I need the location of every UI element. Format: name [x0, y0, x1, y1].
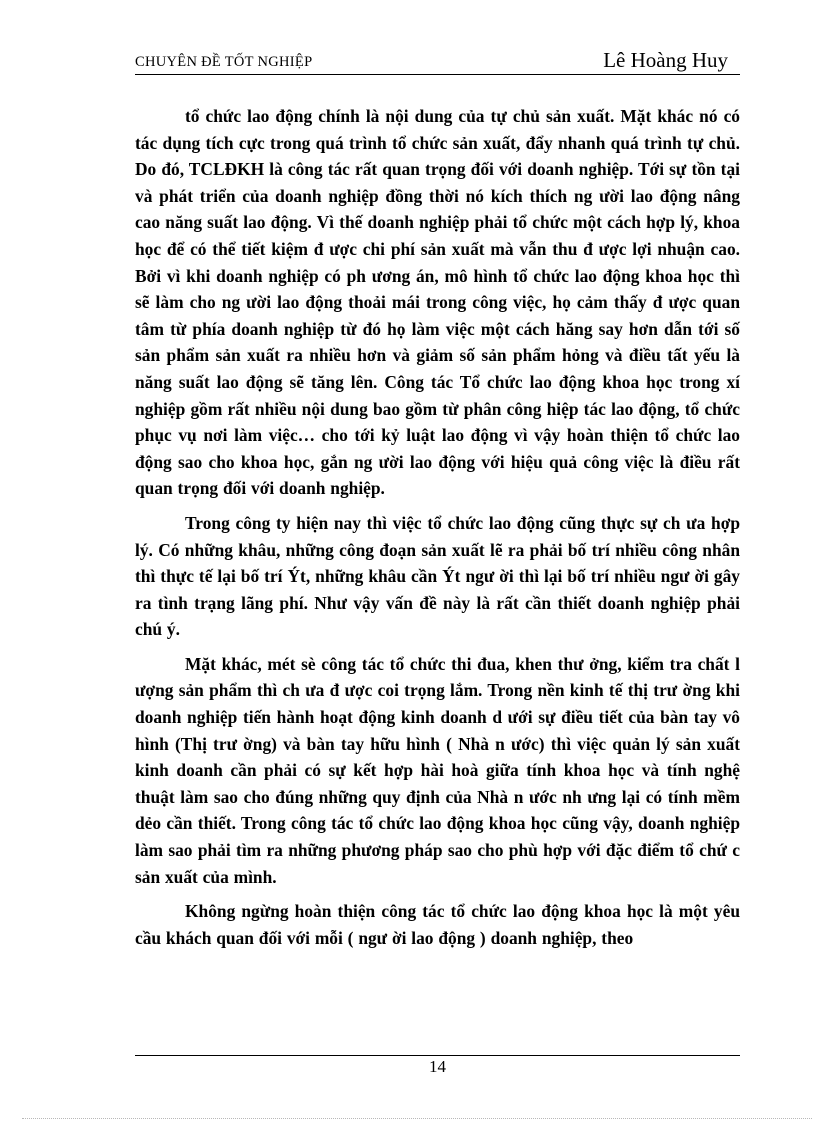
body-text [135, 103, 740, 959]
author-name: Lê Hoàng Huy [603, 48, 728, 72]
paragraph: Trong công ty hiện nay thì việc tổ chức lao động cũng thực sự ch ưa hợp lý. Có những khâu, những công đoạn sản xuất lẽ ra phải bố trí nhiều công nhân thì thực tế lại bố trí Ýt, những khâu cần Ýt ngư ời thì lại bố trí nhiều ngư ời gây ra tình trạng lãng phí. Như vậy vấn đề này là rất cần thiết doanh nghiệp phải chú ý. [135, 512, 740, 640]
footer-divider [135, 1055, 740, 1056]
page-header [135, 48, 740, 75]
paragraph: tổ chức lao động chính là nội dung của tự chủ sản xuất. Mặt khác nó có tác dụng tích cực trong quá trình tổ chức sản xuất, đẩy nhanh quá trình tự chủ. Do đó, TCLĐKH là công tác rất quan trọng đối với doanh nghiệp. Tới sự tồn tại và phát triển của doanh nghiệp đồng thời nó kích thích ng ười lao động nâng cao năng suất lao động. Vì thế doanh nghiệp phải tổ chức một cách hợp lý, khoa học để có thể tiết kiệm đ ược chi phí sản xuất mà vẫn thu đ ược lợi nhuận cao. Bởi vì khi doanh nghiệp có ph ương án, mô hình tổ chức lao động khoa học thì sẽ làm cho ng ười lao động thoải mái trong công việc, họ cảm thấy đ ược quan tâm từ phía doanh nghiệp từ đó họ làm việc một cách hăng say hơn dẫn tới số sản phẩm sản xuất ra nhiều hơn và giảm số sản phẩm hỏng và điều tất yếu là năng suất lao động sẽ tăng lên. Công tác Tổ chức lao động khoa học trong xí nghiệp gồm rất nhiều nội dung bao gồm từ phân công hiệp tác lao động, tổ chức phục vụ nơi làm việc… cho tới kỷ luật lao động vì vậy hoàn thiện tổ chức lao động sao cho khoa học, gắn ng ười lao động với hiệu quả công việc là điều rất quan trọng đối với doanh nghiệp. [135, 106, 740, 499]
document-title: CHUYÊN ĐỀ TỐT NGHIỆP [135, 54, 313, 70]
paragraph: Không ngừng hoàn thiện công tác tổ chức lao động khoa học là một yêu cầu khách quan đối với mỗi ( ngư ời lao động ) doanh nghiệp, theo [135, 901, 740, 948]
page-edge-divider [22, 1118, 812, 1119]
page-number: 14 [429, 1057, 446, 1076]
paragraph: Mặt khác, mét sè công tác tổ chức thi đua, khen thư ởng, kiểm tra chất l ượng sản phẩm thì ch ưa đ ược coi trọng lắm. Trong nền kinh tế thị trư ờng khi doanh nghiệp tiến hành hoạt động kinh doanh d ưới sự điều tiết của bàn tay vô hình (Thị trư ờng) và bàn tay hữu hình ( Nhà n ước) thì việc quản lý sản xuất kinh doanh cần phải có sự kết hợp hài hoà giữa tính khoa học và tính nghệ thuật làm sao cho đúng những quy định của Nhà n ước nh ưng lại có tính mềm dẻo cần thiết. Trong công tác tổ chức lao động khoa học cũng vậy, doanh nghiệp làm sao phải tìm ra những phương pháp sao cho phù hợp với đặc điểm tổ chứ c sản xuất của mình. [135, 653, 740, 887]
